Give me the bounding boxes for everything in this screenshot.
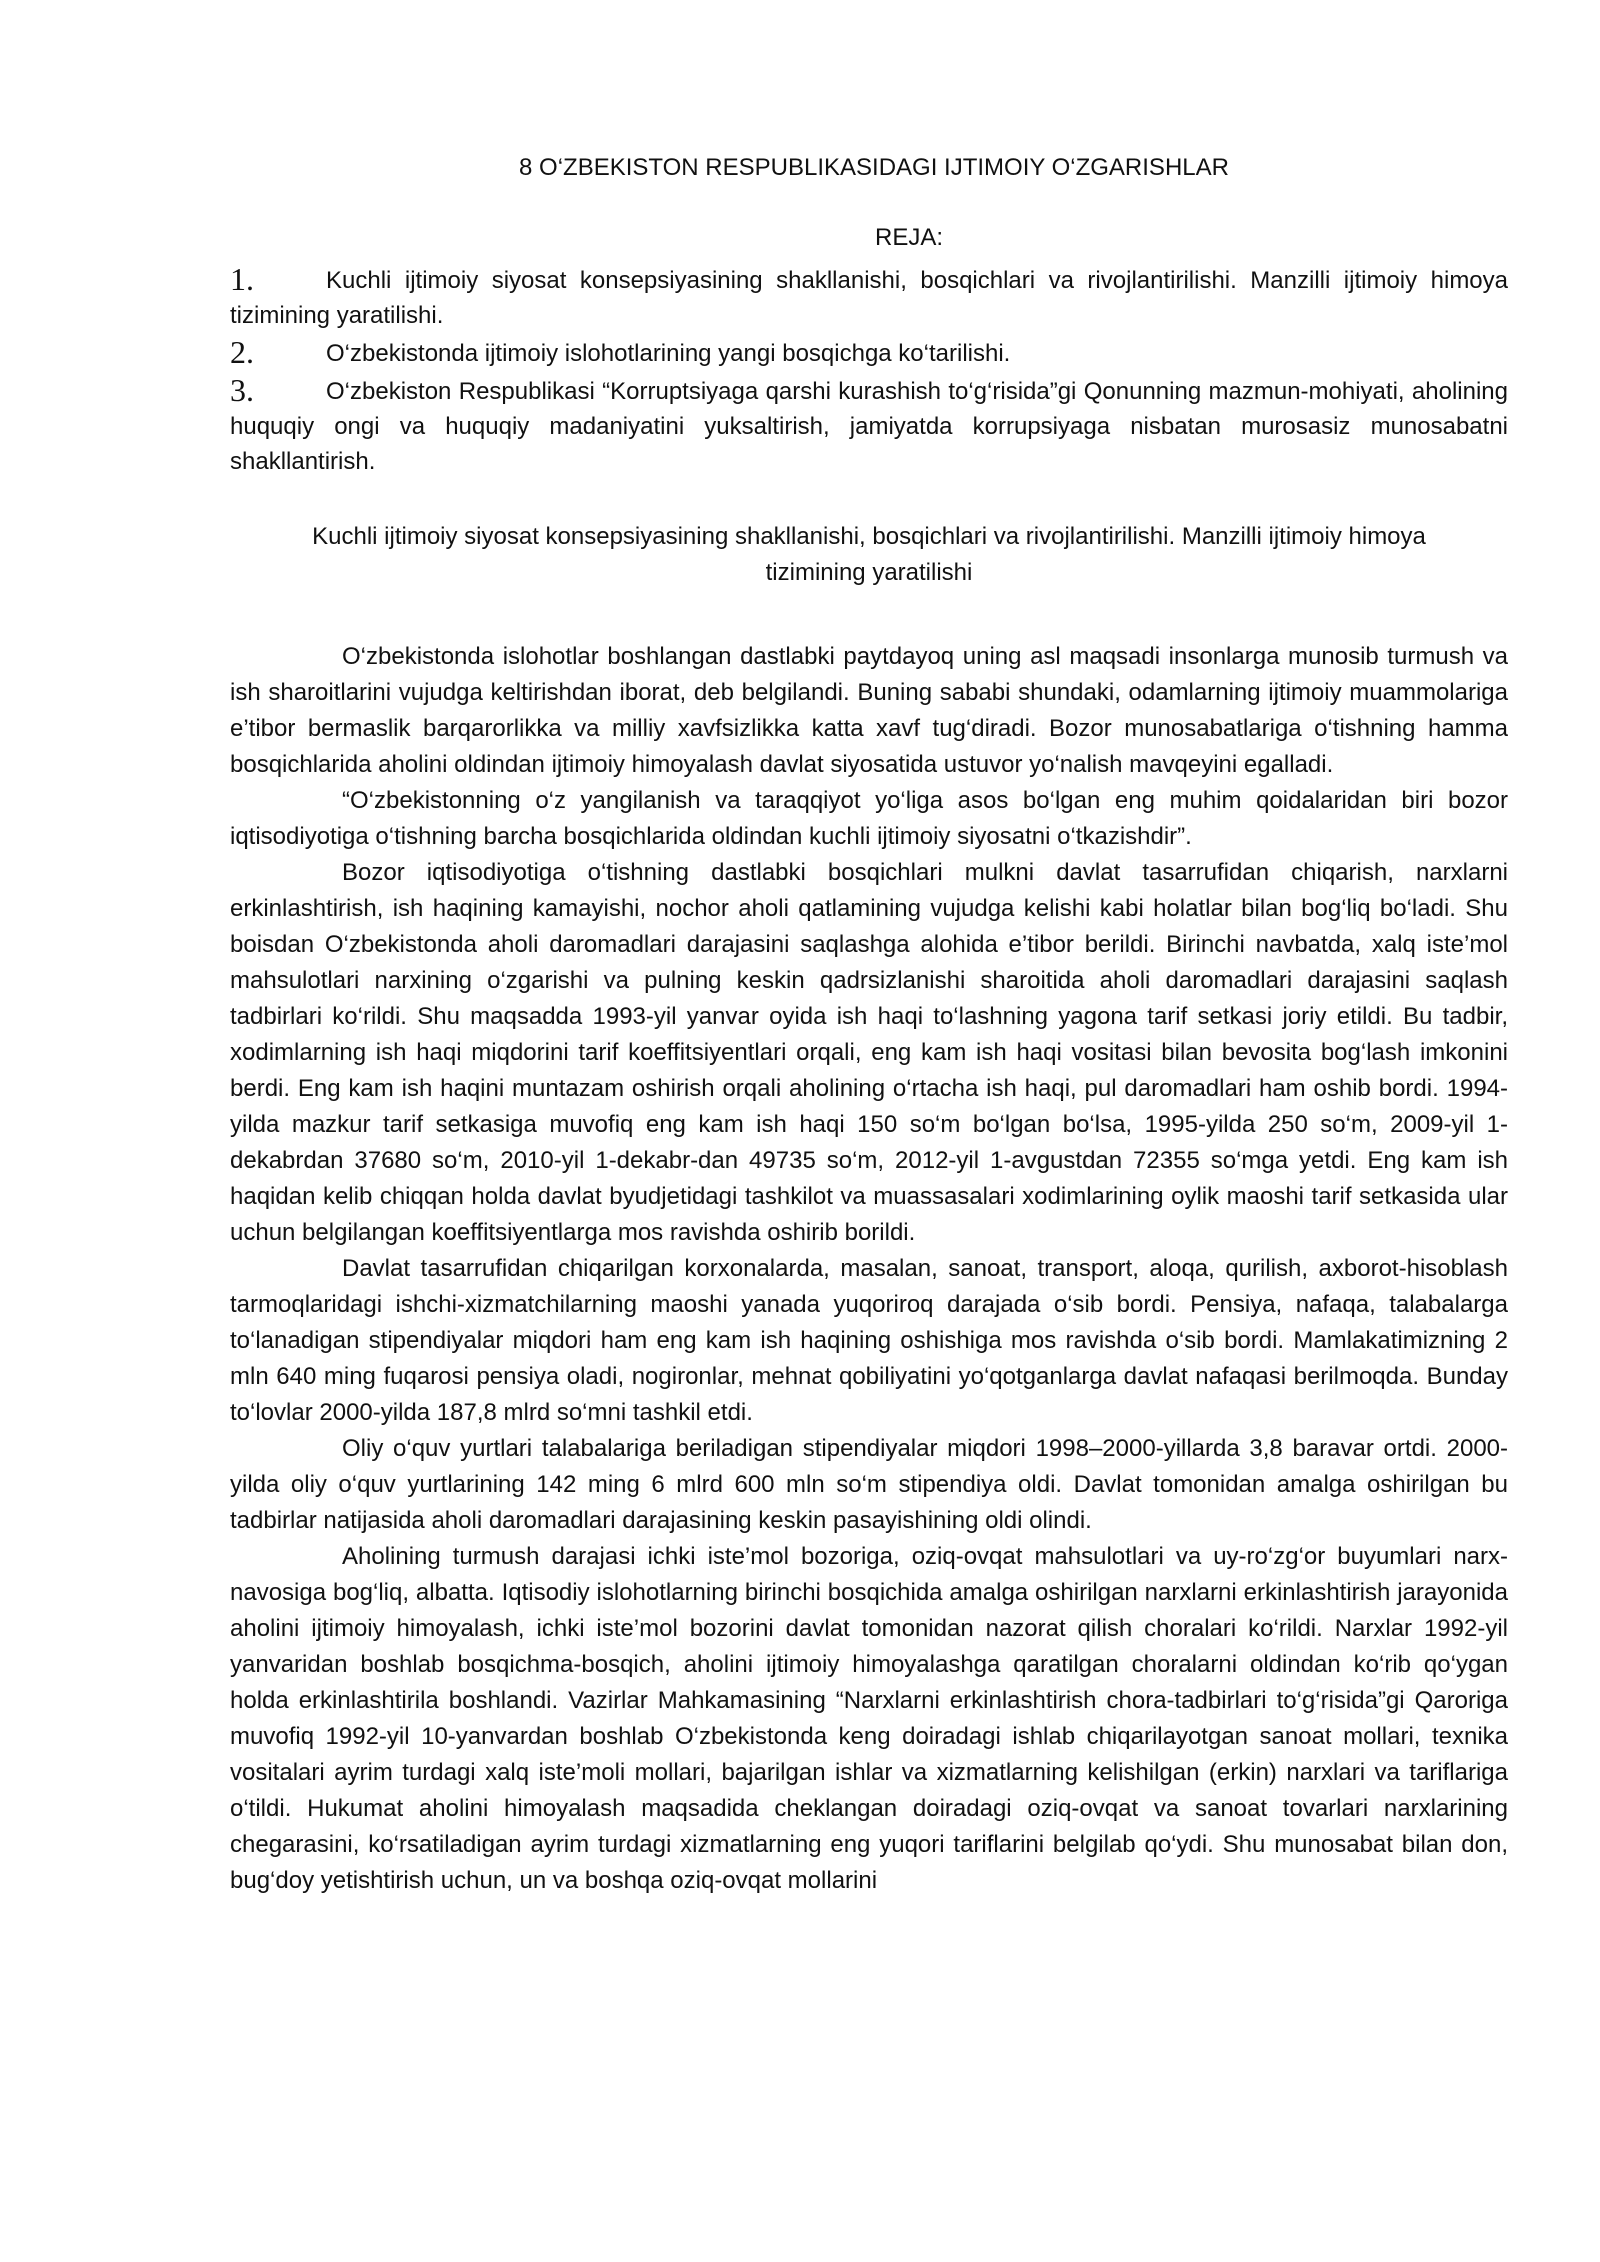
body-paragraph: Bozor iqtisodiyotiga o‘tishning dastlabki bosqichlari mulkni davlat tasarrufidan chiqarish, narxlarni erkinlashtirish, ish haqining kamayishi, nochor aholi qatlamining vujudga kelishi kabi holatlar bilan bog‘liq bo‘ladi. Shu boisdan O‘zbekistonda aholi daromadlari darajasini saqlashga alohida e’tibor berildi. Birinchi navbatda, xalq iste’mol mahsulotlari narxining o‘zgarishi va pulning keskin qadrsizlanishi sharoitida aholi daromadlari darajasini saqlash tadbirlari ko‘rildi. Shu maqsadda 1993-yil yanvar oyida ish haqi to‘lashning yagona tarif setkasi joriy etildi. Bu tadbir, xodimlarning ish haqi miqdorini tarif koeffitsiyentlari orqali, eng kam ish haqi vositasi bilan bevosita bog‘lash imkonini berdi. Eng kam ish haqini muntazam oshirish orqali aholining o‘rtacha ish haqi, pul daromadlari ham oshib bordi. 1994-yilda mazkur tarif setkasiga muvofiq eng kam ish haqi 150 so‘m bo‘lgan bo‘lsa, 1995-yilda 250 so‘m, 2009-yil 1-dekabrdan 37680 so‘m, 2010-yil 1-dekabr-dan 49735 so‘m, 2012-yil 1-avgustdan 72355 so‘mga yetdi. Eng kam ish haqidan kelib chiqqan holda davlat byudjetidagi tashkilot va muassasalari xodimlarining oylik maoshi tarif setkasida ular uchun belgilangan koeffitsiyentlarga mos ravishda oshirib borildi. [230, 859, 1508, 1246]
body-paragraph: Aholining turmush darajasi ichki iste’mol bozoriga, oziq-ovqat mahsulotlari va uy-ro‘zg‘or buyumlari narx-navosiga bog‘liq, albatta. Iqtisodiy islohotlarning birinchi bosqichida amalga oshirilgan narxlarni erkinlashtirish jarayonida aholini ijtimoiy himoyalash, ichki iste’mol bozorini davlat tomonidan nazorat qilish choralari ko‘rildi. Narxlar 1992-yil yanvaridan boshlab bosqichma-bosqich, aholini ijtimoiy himoyalashga qaratilgan choralarni oldindan ko‘rib qo‘ygan holda erkinlashtirila boshlandi. Vazirlar Mahkamasining “Narxlarni erkinlashtirish chora-tadbirlari to‘g‘risida”gi Qaroriga muvofiq 1992-yil 10-yanvardan boshlab O‘zbekistonda keng doiradagi ishlab chiqarilayotgan sanoat mollari, texnika vositalari ayrim turdagi xalq iste’moli mollari, bajarilgan ishlar va xizmatlarning kelishilgan (erkin) narxlari va tariflariga o‘tildi. Hukumat aholini himoyalash maqsadida cheklangan doiradagi oziq-ovqat va sanoat tovarlari narxlarining chegarasini, ko‘rsatiladigan ayrim turdagi xizmatlarning eng yuqori tariflarini belgilab qo‘ydi. Shu munosabat bilan don, bug‘doy yetishtirish uchun, un va boshqa oziq-ovqat mollarini [230, 1543, 1508, 1894]
plan-item-text: O‘zbekiston Respublikasi “Korruptsiyaga qarshi kurashish to‘g‘risida”gi Qonunning mazmun-mohiyati, aholining huquqiy ongi va huquqiy madaniyatini yuksaltirish, jamiyatda korrupsiyaga nisbatan murosasiz munosabatni shakllantirish. [230, 378, 1508, 475]
plan-item-text: Kuchli ijtimoiy siyosat konsepsiyasining shakllanishi, bosqichlari va rivojlantirilishi. Manzilli ijtimoiy himoya tizimining yaratilishi. [230, 267, 1508, 329]
plan-item-number: 1. [230, 261, 254, 297]
section-heading: Kuchli ijtimoiy siyosat konsepsiyasining shakllanishi, bosqichlari va rivojlantirilishi. Manzilli ijtimoiy himoya tizimining yaratilishi [312, 523, 1426, 586]
body-paragraph: “O‘zbekistonning o‘z yangilanish va taraqqiyot yo‘liga asos bo‘lgan eng muhim qoidalaridan biri bozor iqtisodiyotiga o‘tishning barcha bosqichlarida oldindan kuchli ijtimoiy siyosatni o‘tkazishdir”. [230, 787, 1508, 850]
plan-item-text: O‘zbekistonda ijtimoiy islohotlarining yangi bosqichga ko‘tarilishi. [326, 340, 1011, 367]
document-title: 8 O‘ZBEKISTON RESPUBLIKASIDAGI IJTIMOIY O‘ZGARISHLAR [519, 154, 1229, 181]
document-page [230, 150, 1508, 1899]
plan-item [230, 373, 1508, 479]
plan-list [230, 262, 1508, 479]
body-paragraph: Davlat tasarrufidan chiqarilgan korxonalarda, masalan, sanoat, transport, aloqa, qurilish, axborot-hisoblash tarmoqlaridagi ishchi-xizmatchilarning maoshi yanada yuqoriroq darajada o‘sib bordi. Pensiya, nafaqa, talabalarga to‘lanadigan stipendiyalar miqdori ham eng kam ish haqining oshishiga mos ravishda o‘sib bordi. Mamlakatimizning 2 mln 640 ming fuqarosi pensiya oladi, nogironlar, mehnat qobiliyatini yo‘qotganlarga davlat nafaqasi berilmoqda. Bunday to‘lovlar 2000-yilda 187,8 mlrd so‘mni tashkil etdi. [230, 1255, 1508, 1426]
plan-item [230, 335, 1508, 371]
plan-item-number: 2. [230, 334, 254, 370]
plan-item [230, 262, 1508, 333]
body-paragraph: O‘zbekistonda islohotlar boshlangan dastlabki paytdayoq uning asl maqsadi insonlarga munosib turmush va ish sharoitlarini vujudga keltirishdan iborat, deb belgilandi. Buning sababi shundaki, odamlarning ijtimoiy muammolariga e’tibor bermaslik barqarorlikka va milliy xavfsizlikka katta xavf tug‘diradi. Bozor munosabatlariga o‘tishning hamma bosqichlarida aholini oldindan ijtimoiy himoyalash davlat siyosatida ustuvor yo‘nalish mavqeyini egalladi. [230, 643, 1508, 778]
plan-heading: REJA: [874, 224, 943, 251]
plan-item-number: 3. [230, 372, 254, 408]
body-paragraph: Oliy o‘quv yurtlari talabalariga beriladigan stipendiyalar miqdori 1998–2000-yillarda 3,8 baravar ortdi. 2000-yilda oliy o‘quv yurtlarining 142 ming 6 mlrd 600 mln so‘m stipendiya oldi. Davlat tomonidan amalga oshirilgan bu tadbirlar natijasida aholi daromadlari darajasining keskin pasayishining oldi olindi. [230, 1435, 1508, 1534]
